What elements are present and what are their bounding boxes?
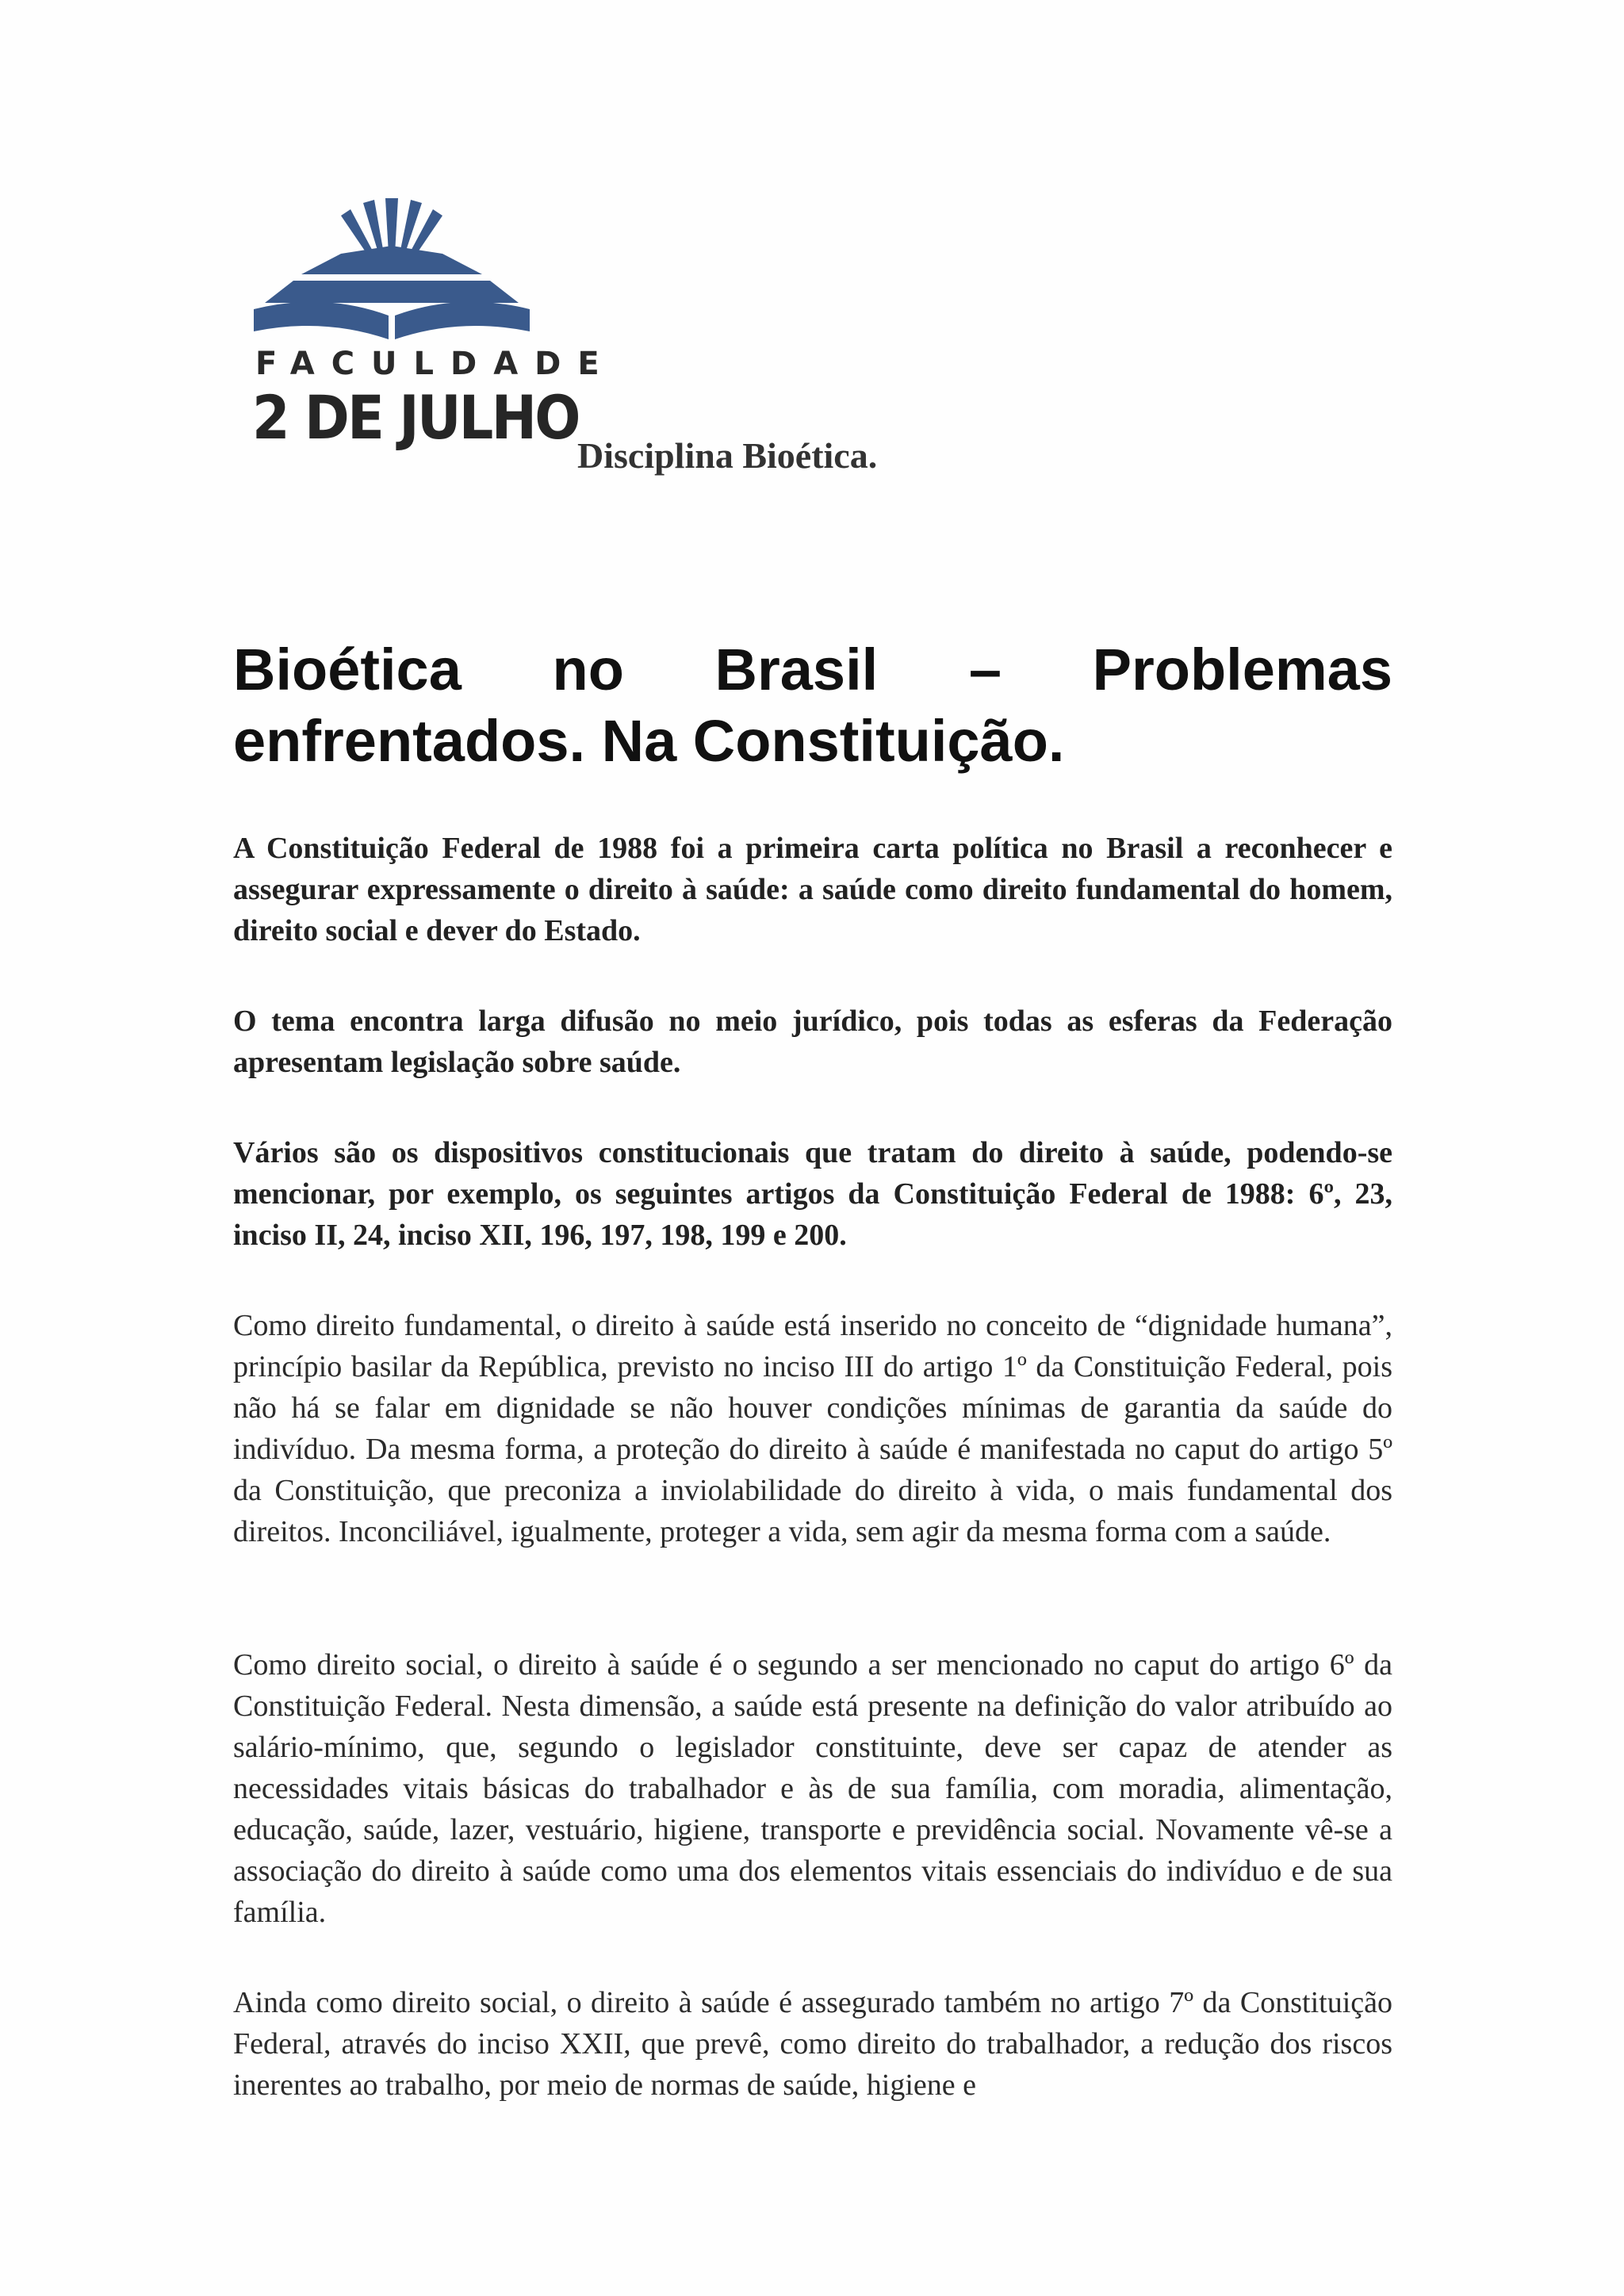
paragraph-6: Ainda como direito social, o direito à saúde é assegurado também no artigo 7º da Constituição Federal, através do inciso XXII, que prevê, como direito do trabalhador, a redução dos riscos inerentes ao trabalho, por meio de normas de saúde, higiene e [233, 1986, 1392, 2102]
logo-text-faculdade: FACULDADE [255, 346, 616, 382]
document-title [233, 634, 1392, 777]
paragraph-3: Vários são os dispositivos constitucionais que tratam do direito à saúde, podendo-se mencionar, por exemplo, os seguintes artigos da Constituição Federal de 1988: 6º, 23, inciso II, 24, inciso XII, 196, 197, 198, 199 e 200. [233, 1136, 1392, 1252]
title-line-1 [233, 634, 1392, 706]
title-word: Bioética [233, 637, 462, 702]
paragraph-4: Como direito fundamental, o direito à saúde está inserido no conceito de “dignidade humana”, princípio basilar da República, previsto no inciso III do artigo 1º da Constituição Federal, pois não há se falar em dignidade se não houver condições mínimas de garantia da saúde do indivíduo. Da mesma forma, a proteção do direito à saúde é manifestada no caput do artigo 5º da Constituição, que preconiza a inviolabilidade do direito à vida, o mais fundamental dos direitos. Inconciliável, igualmente, proteger a vida, sem agir da mesma forma com a saúde. [233, 1309, 1392, 1548]
title-word: no [552, 637, 624, 702]
title-word: Problemas [1092, 637, 1392, 702]
paragraph-1: A Constituição Federal de 1988 foi a primeira carta política no Brasil a reconhecer e assegurar expressamente o direito à saúde: a saúde como direito fundamental do homem, direito social e dever do Estado. [233, 832, 1392, 947]
book-fan-icon [252, 198, 553, 357]
paragraph-5: Como direito social, o direito à saúde é o segundo a ser mencionado no caput do artigo 6º da Constituição Federal. Nesta dimensão, a saúde está presente na definição do valor atribuído ao salário-mínimo, que, segundo o legislador constituinte, deve ser capaz de atender as necessidades vitais básicas do trabalhador e às de sua família, com moradia, alimentação, educação, saúde, lazer, vestuário, higiene, transporte e previdência social. Novamente vê-se a associação do direito à saúde como uma dos elementos vitais essenciais do indivíduo e de sua família. [233, 1648, 1392, 1929]
discipline-heading: Disciplina Bioética. [577, 435, 878, 476]
title-word: Brasil [714, 637, 879, 702]
paragraph-2: O tema encontra larga difusão no meio jurídico, pois todas as esferas da Federação apresentam legislação sobre saúde. [233, 1004, 1392, 1079]
title-word: – [968, 637, 1002, 702]
title-line-2: enfrentados. Na Constituição. [233, 708, 1065, 774]
logo-text-2-de-julho: 2 DE JULHO [252, 382, 579, 453]
faculty-logo [252, 198, 616, 453]
